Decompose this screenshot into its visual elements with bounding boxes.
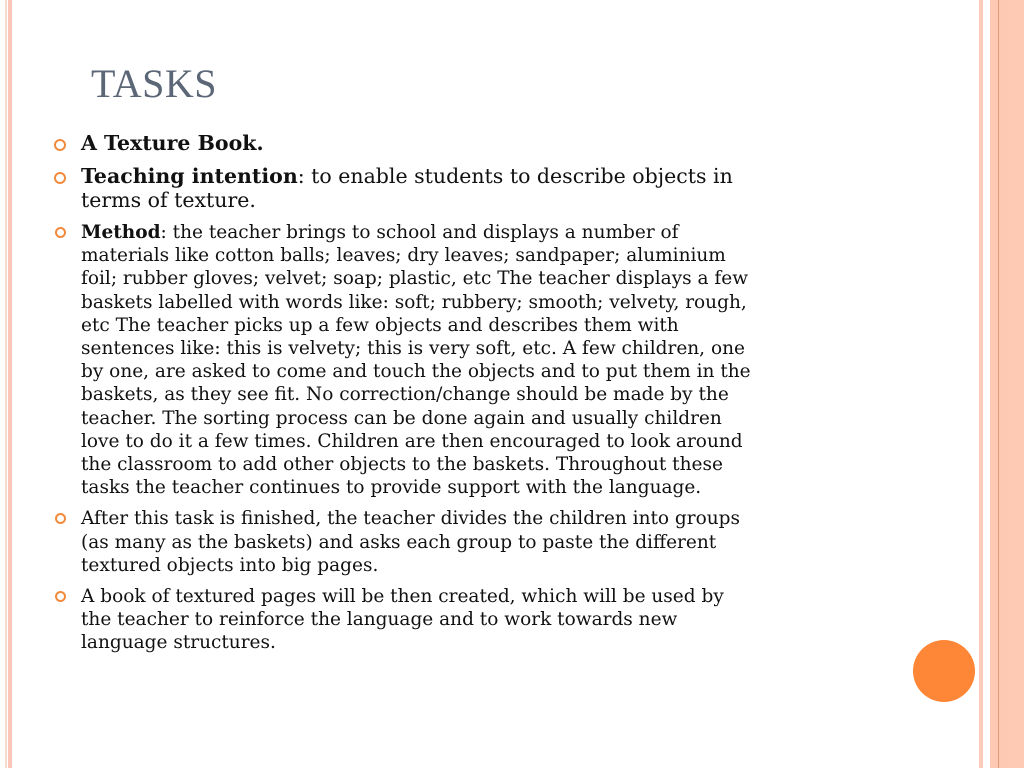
item-text: language structures.	[81, 632, 276, 654]
bullet-icon	[55, 591, 66, 602]
item-text: etc The teacher picks up a few objects and describes them with	[81, 314, 679, 336]
bullet-item-texture-book	[52, 131, 882, 155]
item-text: teacher. The sorting process can be done again and usually children	[81, 407, 722, 429]
bullet-icon	[54, 139, 66, 151]
item-heading: A Texture Book.	[81, 131, 264, 155]
item-text: baskets, as they see fit. No correction/change should be made by the	[81, 384, 729, 406]
bullet-item-teaching-intention	[52, 164, 882, 212]
item-heading: Method	[81, 222, 161, 243]
item-text: baskets labelled with words like: soft; rubbery; smooth; velvety, rough,	[81, 291, 747, 313]
bullet-item-method	[52, 221, 882, 499]
bullet-icon	[54, 172, 66, 184]
bullet-list	[52, 131, 882, 663]
right-decorative-line	[998, 0, 999, 768]
left-decorative-stripe	[8, 0, 12, 768]
item-text: by one, are asked to come and touch the objects and to put them in the	[81, 361, 751, 383]
slide-title: TASKS	[91, 61, 217, 106]
item-text: After this task is finished, the teacher divides the children into groups	[81, 508, 741, 530]
item-text: the teacher to reinforce the language and to work towards new	[81, 609, 678, 631]
item-text: : the teacher brings to school and displays a number of	[160, 222, 679, 243]
item-text: the classroom to add other objects to the baskets. Throughout these	[81, 454, 723, 476]
item-text: materials like cotton balls; leaves; dry leaves; sandpaper; aluminium	[81, 245, 726, 267]
item-text: A book of textured pages will be then created, which will be used by	[81, 586, 724, 608]
left-decorative-stripe	[5, 0, 7, 768]
item-text: (as many as the baskets) and asks each group to paste the different	[81, 531, 717, 553]
decorative-circle	[913, 640, 975, 702]
bullet-icon	[55, 513, 66, 524]
item-heading: Teaching intention	[81, 164, 298, 188]
item-text: textured objects into big pages.	[81, 554, 379, 576]
item-text: foil; rubber gloves; velvet; soap; plastic, etc The teacher displays a few	[81, 268, 749, 290]
bullet-item-after-task	[52, 507, 882, 577]
item-text: sentences like: this is velvety; this is very soft, etc. A few children, one	[81, 338, 745, 360]
item-text: terms of texture.	[81, 188, 256, 212]
bullet-icon	[55, 227, 66, 238]
item-text: love to do it a few times. Children are then encouraged to look around	[81, 430, 743, 452]
bullet-item-book-created	[52, 585, 882, 655]
item-text: : to enable students to describe objects in	[297, 164, 733, 188]
item-text: tasks the teacher continues to provide support with the language.	[81, 477, 702, 499]
right-decorative-stripe	[979, 0, 983, 768]
right-decorative-band	[1008, 0, 1024, 768]
